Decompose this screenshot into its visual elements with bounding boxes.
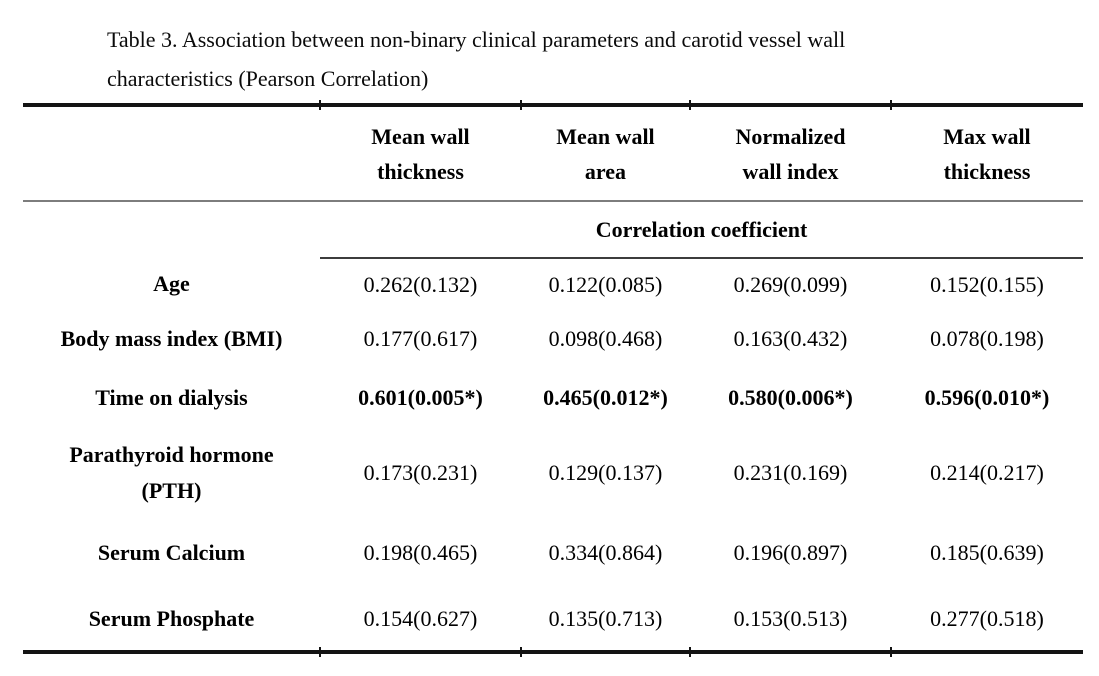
cell-value: 0.334(0.864) — [548, 540, 663, 565]
cell-value-significant: 0.580(0.006*) — [728, 385, 853, 410]
row-label-line: Serum Phosphate — [88, 606, 255, 631]
header-cell-normalized-wall-index — [690, 105, 891, 201]
table-row-bmi — [23, 310, 1083, 368]
header-label: thickness — [377, 158, 464, 184]
row-label-line: Age — [153, 271, 190, 296]
table-row-serum-phosphate — [23, 588, 1083, 652]
column-divider-tick — [520, 647, 522, 657]
cell-value: 0.078(0.198) — [930, 326, 1044, 351]
column-divider-tick — [319, 647, 321, 657]
cell-value: 0.173(0.231) — [363, 460, 478, 485]
cell-value: 0.214(0.217) — [930, 460, 1044, 485]
column-divider-tick — [890, 647, 892, 657]
cell-value: 0.152(0.155) — [930, 271, 1044, 297]
cell-value-significant: 0.596(0.010*) — [924, 385, 1050, 410]
header-cell-mean-wall-thickness — [320, 105, 521, 201]
table-row-age — [23, 258, 1083, 310]
cell-value: 0.185(0.639) — [930, 540, 1044, 565]
row-label-serum-calcium — [23, 518, 320, 588]
header-label: wall index — [742, 158, 839, 184]
column-divider-tick — [689, 647, 691, 657]
cell-value: 0.196(0.897) — [733, 540, 848, 565]
row-label-age — [23, 258, 320, 310]
row-label-serum-phosphate — [23, 588, 320, 652]
header-label: Max wall — [943, 123, 1031, 149]
subheader-empty-cell — [23, 201, 320, 258]
correlation-table-wrapper — [23, 103, 1083, 654]
row-label-line: Parathyroid hormone — [69, 442, 274, 467]
column-divider-tick — [890, 100, 892, 110]
header-cell-max-wall-thickness — [891, 105, 1083, 201]
table-caption — [107, 20, 1099, 98]
cell-value: 0.153(0.513) — [733, 606, 848, 631]
column-divider-tick — [319, 100, 321, 110]
row-label-line: Time on dialysis — [95, 385, 248, 410]
cell-value-significant: 0.601(0.005*) — [358, 385, 483, 410]
header-label: Normalized — [735, 123, 846, 149]
header-row — [23, 105, 1083, 201]
table-caption-line1: Table 3. Association between non-binary clinical parameters and carotid vessel wall — [107, 27, 846, 52]
row-label-line: (PTH) — [141, 478, 202, 503]
column-divider-tick — [689, 100, 691, 110]
cell-value: 0.231(0.169) — [733, 460, 848, 485]
table-row-serum-calcium — [23, 518, 1083, 588]
cell-value: 0.154(0.627) — [363, 606, 478, 631]
cell-value: 0.262(0.132) — [363, 271, 478, 297]
table-row-time-on-dialysis — [23, 368, 1083, 428]
cell-value: 0.129(0.137) — [548, 460, 663, 485]
table-row-pth — [23, 428, 1083, 518]
column-divider-tick — [520, 100, 522, 110]
cell-value-significant: 0.465(0.012*) — [543, 385, 668, 410]
row-label-pth — [23, 428, 320, 518]
cell-value: 0.122(0.085) — [548, 271, 663, 297]
row-label-line: Body mass index (BMI) — [60, 326, 283, 351]
correlation-table — [23, 103, 1083, 654]
row-label-line: Serum Calcium — [97, 540, 246, 565]
paper-page — [0, 20, 1099, 676]
header-cell-mean-wall-area — [521, 105, 690, 201]
header-label: Mean wall — [556, 123, 655, 149]
header-label: area — [584, 158, 627, 184]
cell-value: 0.277(0.518) — [930, 606, 1044, 631]
row-label-time-on-dialysis — [23, 368, 320, 428]
cell-value: 0.198(0.465) — [363, 540, 478, 565]
subheader-row — [23, 201, 1083, 258]
header-label: thickness — [943, 158, 1031, 184]
cell-value: 0.269(0.099) — [733, 271, 848, 297]
header-cell-empty — [23, 105, 320, 201]
cell-value: 0.163(0.432) — [733, 326, 848, 351]
header-label: Mean wall — [371, 123, 470, 149]
cell-value: 0.177(0.617) — [363, 326, 478, 351]
table-caption-line2: characteristics (Pearson Correlation) — [107, 66, 429, 91]
cell-value: 0.098(0.468) — [548, 326, 663, 351]
row-label-bmi — [23, 310, 320, 368]
cell-value: 0.135(0.713) — [548, 606, 663, 631]
subheader-correlation-coefficient: Correlation coefficient — [320, 201, 1083, 258]
